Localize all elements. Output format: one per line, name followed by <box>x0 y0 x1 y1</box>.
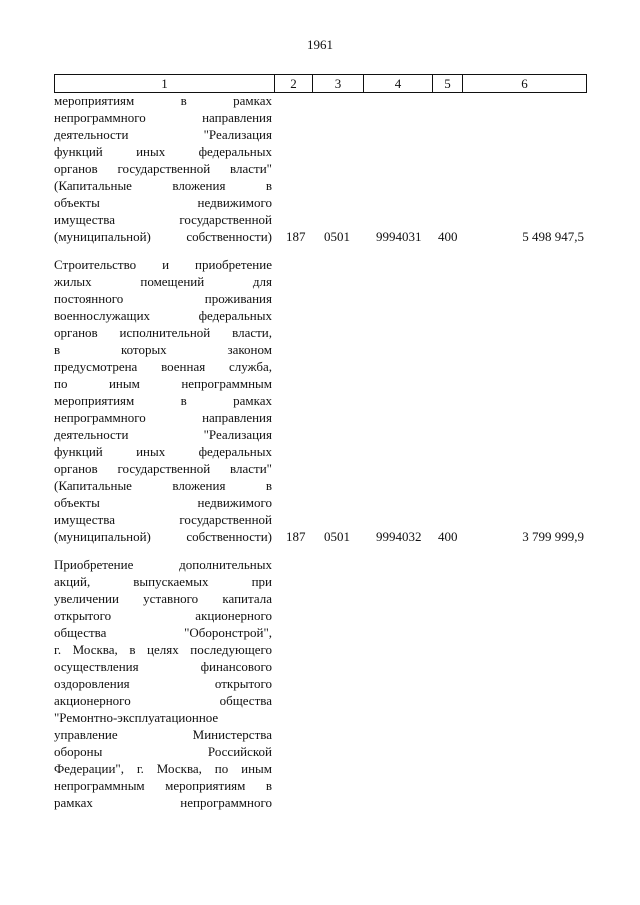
page-number: 1961 <box>307 37 333 52</box>
description-line: мероприятиям в рамках <box>54 93 272 108</box>
description-line: постоянного проживания <box>54 291 272 306</box>
description-line: (Капитальные вложения в <box>54 178 272 193</box>
expense-type-code: 400 <box>438 529 458 544</box>
description-line: непрограммного направления <box>54 410 272 425</box>
description-line: военнослужащих федеральных <box>54 308 272 323</box>
description-line: непрограммного направления <box>54 110 272 125</box>
target-article-code: 9994032 <box>376 529 422 544</box>
description-line: Федерации", г. Москва, по иным <box>54 761 272 776</box>
description-line: оздоровления открытого <box>54 676 272 691</box>
description-line: имущества государственной <box>54 212 272 227</box>
description-line: имущества государственной <box>54 512 272 527</box>
amount-value: 5 498 947,5 <box>522 229 584 244</box>
description-line: предусмотрена военная служба, <box>54 359 272 374</box>
description-line: органов государственной власти" <box>54 461 272 476</box>
description-line: осуществления финансового <box>54 659 272 674</box>
column-header-2: 2 <box>275 75 313 93</box>
column-header-5: 5 <box>433 75 463 93</box>
column-header-1: 1 <box>55 75 275 93</box>
description-line: функций иных федеральных <box>54 444 272 459</box>
description-line: Строительство и приобретение <box>54 257 272 272</box>
ministry-code: 187 <box>286 229 306 244</box>
row-codes <box>54 794 594 811</box>
description-line: непрограммным мероприятиям в <box>54 778 272 793</box>
amount-value: 3 799 999,9 <box>522 529 584 544</box>
table-row <box>54 92 594 245</box>
description-line: увеличении уставного капитала <box>54 591 272 606</box>
table-row <box>54 556 594 811</box>
description-line: Приобретение дополнительных <box>54 557 272 572</box>
target-article-code: 9994031 <box>376 229 422 244</box>
description-line: органов исполнительной власти, <box>54 325 272 340</box>
column-header-4: 4 <box>364 75 433 93</box>
column-header-3: 3 <box>313 75 364 93</box>
ministry-code: 187 <box>286 529 306 544</box>
description-line: (муниципальной) собственности) <box>54 229 272 244</box>
description-line: г. Москва, в целях последующего <box>54 642 272 657</box>
column-header-6: 6 <box>463 75 587 93</box>
description-line: акционерного общества <box>54 693 272 708</box>
description-line: органов государственной власти" <box>54 161 272 176</box>
description-line: рамках непрограммного <box>54 795 272 810</box>
description-line: жилых помещений для <box>54 274 272 289</box>
row-description <box>54 556 272 811</box>
row-codes <box>54 228 594 245</box>
description-line: в которых законом <box>54 342 272 357</box>
description-line: обороны Российской <box>54 744 272 759</box>
description-line: открытого акционерного <box>54 608 272 623</box>
description-line: (муниципальной) собственности) <box>54 529 272 544</box>
row-description <box>54 256 272 545</box>
column-header-row <box>55 75 587 93</box>
description-line: управление Министерства <box>54 727 272 742</box>
description-line: общества "Оборонстрой", <box>54 625 272 640</box>
description-line: "Ремонтно-эксплуатационное <box>54 710 219 725</box>
section-code: 0501 <box>324 229 350 244</box>
section-code: 0501 <box>324 529 350 544</box>
column-header-table <box>54 74 587 93</box>
row-description <box>54 92 272 245</box>
description-line: объекты недвижимого <box>54 195 272 210</box>
expense-type-code: 400 <box>438 229 458 244</box>
description-line: функций иных федеральных <box>54 144 272 159</box>
table-body <box>54 92 594 822</box>
description-line: деятельности "Реализация <box>54 127 272 142</box>
row-codes <box>54 528 594 545</box>
description-line: мероприятиям в рамках <box>54 393 272 408</box>
description-line: акций, выпускаемых при <box>54 574 272 589</box>
description-line: деятельности "Реализация <box>54 427 272 442</box>
description-line: (Капитальные вложения в <box>54 478 272 493</box>
description-line: объекты недвижимого <box>54 495 272 510</box>
table-row <box>54 256 594 545</box>
description-line: по иным непрограммным <box>54 376 272 391</box>
